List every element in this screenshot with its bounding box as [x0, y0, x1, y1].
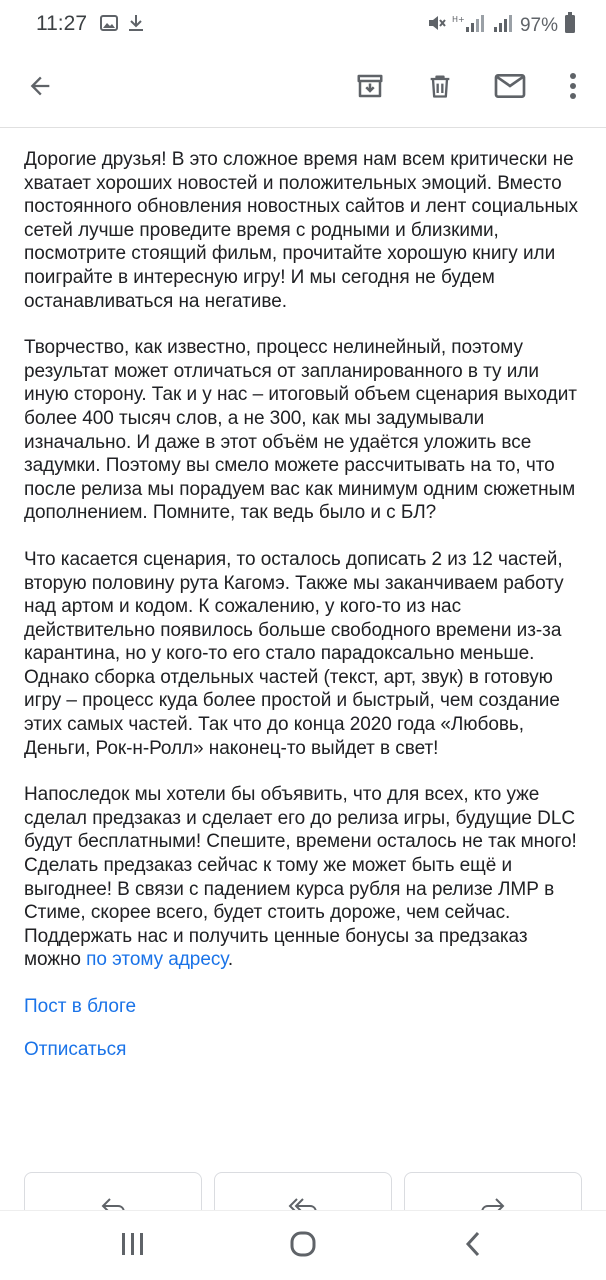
mute-icon — [426, 13, 446, 38]
system-nav-bar — [0, 1210, 606, 1280]
trash-icon — [426, 71, 454, 106]
email-body — [24, 128, 586, 1062]
more-options-button[interactable] — [553, 68, 593, 108]
svg-text:H+: H+ — [451, 15, 465, 24]
unsubscribe-link[interactable]: Отписаться — [24, 1039, 127, 1060]
back-icon — [464, 1231, 482, 1262]
email-paragraph: Дорогие друзья! В это сложное время нам всем критически не хватает хороших новостей и положительных эмоций. Вместо постоянного обновления новостных сайтов и лент социальных сетей лучше проведите время с родными и близкими, посмотрите стоящий фильм, прочитайте хорошую книгу или поиграйте в интересную игру! И мы сегодня не будем останавливаться на негативе. — [24, 149, 578, 312]
back-button[interactable] — [20, 68, 60, 108]
preorder-address-link[interactable]: по этому адресу — [86, 949, 228, 971]
home-icon — [289, 1230, 317, 1263]
email-paragraph: Что касается сценария, то осталось дописать 2 из 12 частей, вторую половину рута Кагомэ. Также мы заканчиваем работу над артом и кодом. К сожалению, у кого-то из нас действительно появилось больше свободного времени из-за карантина, но у кого-то его стало парадоксально меньше. Однако сборка отдельных частей (текст, арт, звук) в готовую игру – процесс куда более простой и быстрый, чем создание этих самых частей. Так что до конца 2020 года «Любовь, Деньги, Рок-н-Ролл» наконец-то выйдет в свет! — [24, 548, 564, 759]
email-paragraph-end: . — [227, 949, 234, 971]
email-paragraph-text: Напоследок мы хотели бы объявить, что для всех, кто уже сделал предзаказ и сделает его до релиза игры, будущие DLC будут бесплатными! Спешите, времени осталось не так много! Сделать предзаказ сейчас к тому же может быть ещё и выгоднее! В связи с падением курса рубля на релизе ЛМР в Стиме, скорее всего, будет стоить дороже, чем сейчас. Поддержать нас и получить ценные бонусы за предзаказ можно — [24, 784, 577, 971]
signal-icon — [492, 13, 514, 38]
nav-back-button[interactable] — [453, 1229, 493, 1263]
mark-unread-button[interactable] — [490, 68, 530, 108]
delete-button[interactable] — [420, 68, 460, 108]
archive-button[interactable] — [350, 68, 390, 108]
status-bar — [0, 0, 606, 48]
arrow-left-icon — [26, 72, 54, 105]
email-paragraph-last — [24, 783, 586, 972]
app-bar — [0, 48, 606, 128]
image-icon — [100, 15, 118, 36]
more-vert-icon — [569, 72, 577, 105]
signal-icon — [452, 13, 486, 38]
reply-actions — [24, 1172, 582, 1212]
recents-icon — [120, 1232, 146, 1261]
download-icon — [128, 14, 144, 37]
recents-button[interactable] — [113, 1229, 153, 1263]
status-time: 11:27 — [36, 12, 87, 35]
email-paragraph: Творчество, как известно, процесс нелинейный, поэтому результат может отличаться от запланированного в ту или иную сторону. Так и у нас – итоговый объем сценария выходит более 400 тысяч слов, а не 300, как мы задумывали изначально. И даже в этот объём не удаётся уложить все задумки. Поэтому вы смело можете рассчитывать на то, что после релиза мы порадуем вас как минимум одним сюжетным дополнением. Помните, так ведь было и с БЛ? — [24, 337, 577, 524]
mail-icon — [494, 72, 526, 105]
blog-post-link[interactable]: Пост в блоге — [24, 996, 137, 1017]
archive-icon — [355, 71, 385, 106]
battery-percent: 97% — [519, 14, 558, 36]
home-button[interactable] — [283, 1229, 323, 1263]
battery-icon — [564, 12, 576, 39]
